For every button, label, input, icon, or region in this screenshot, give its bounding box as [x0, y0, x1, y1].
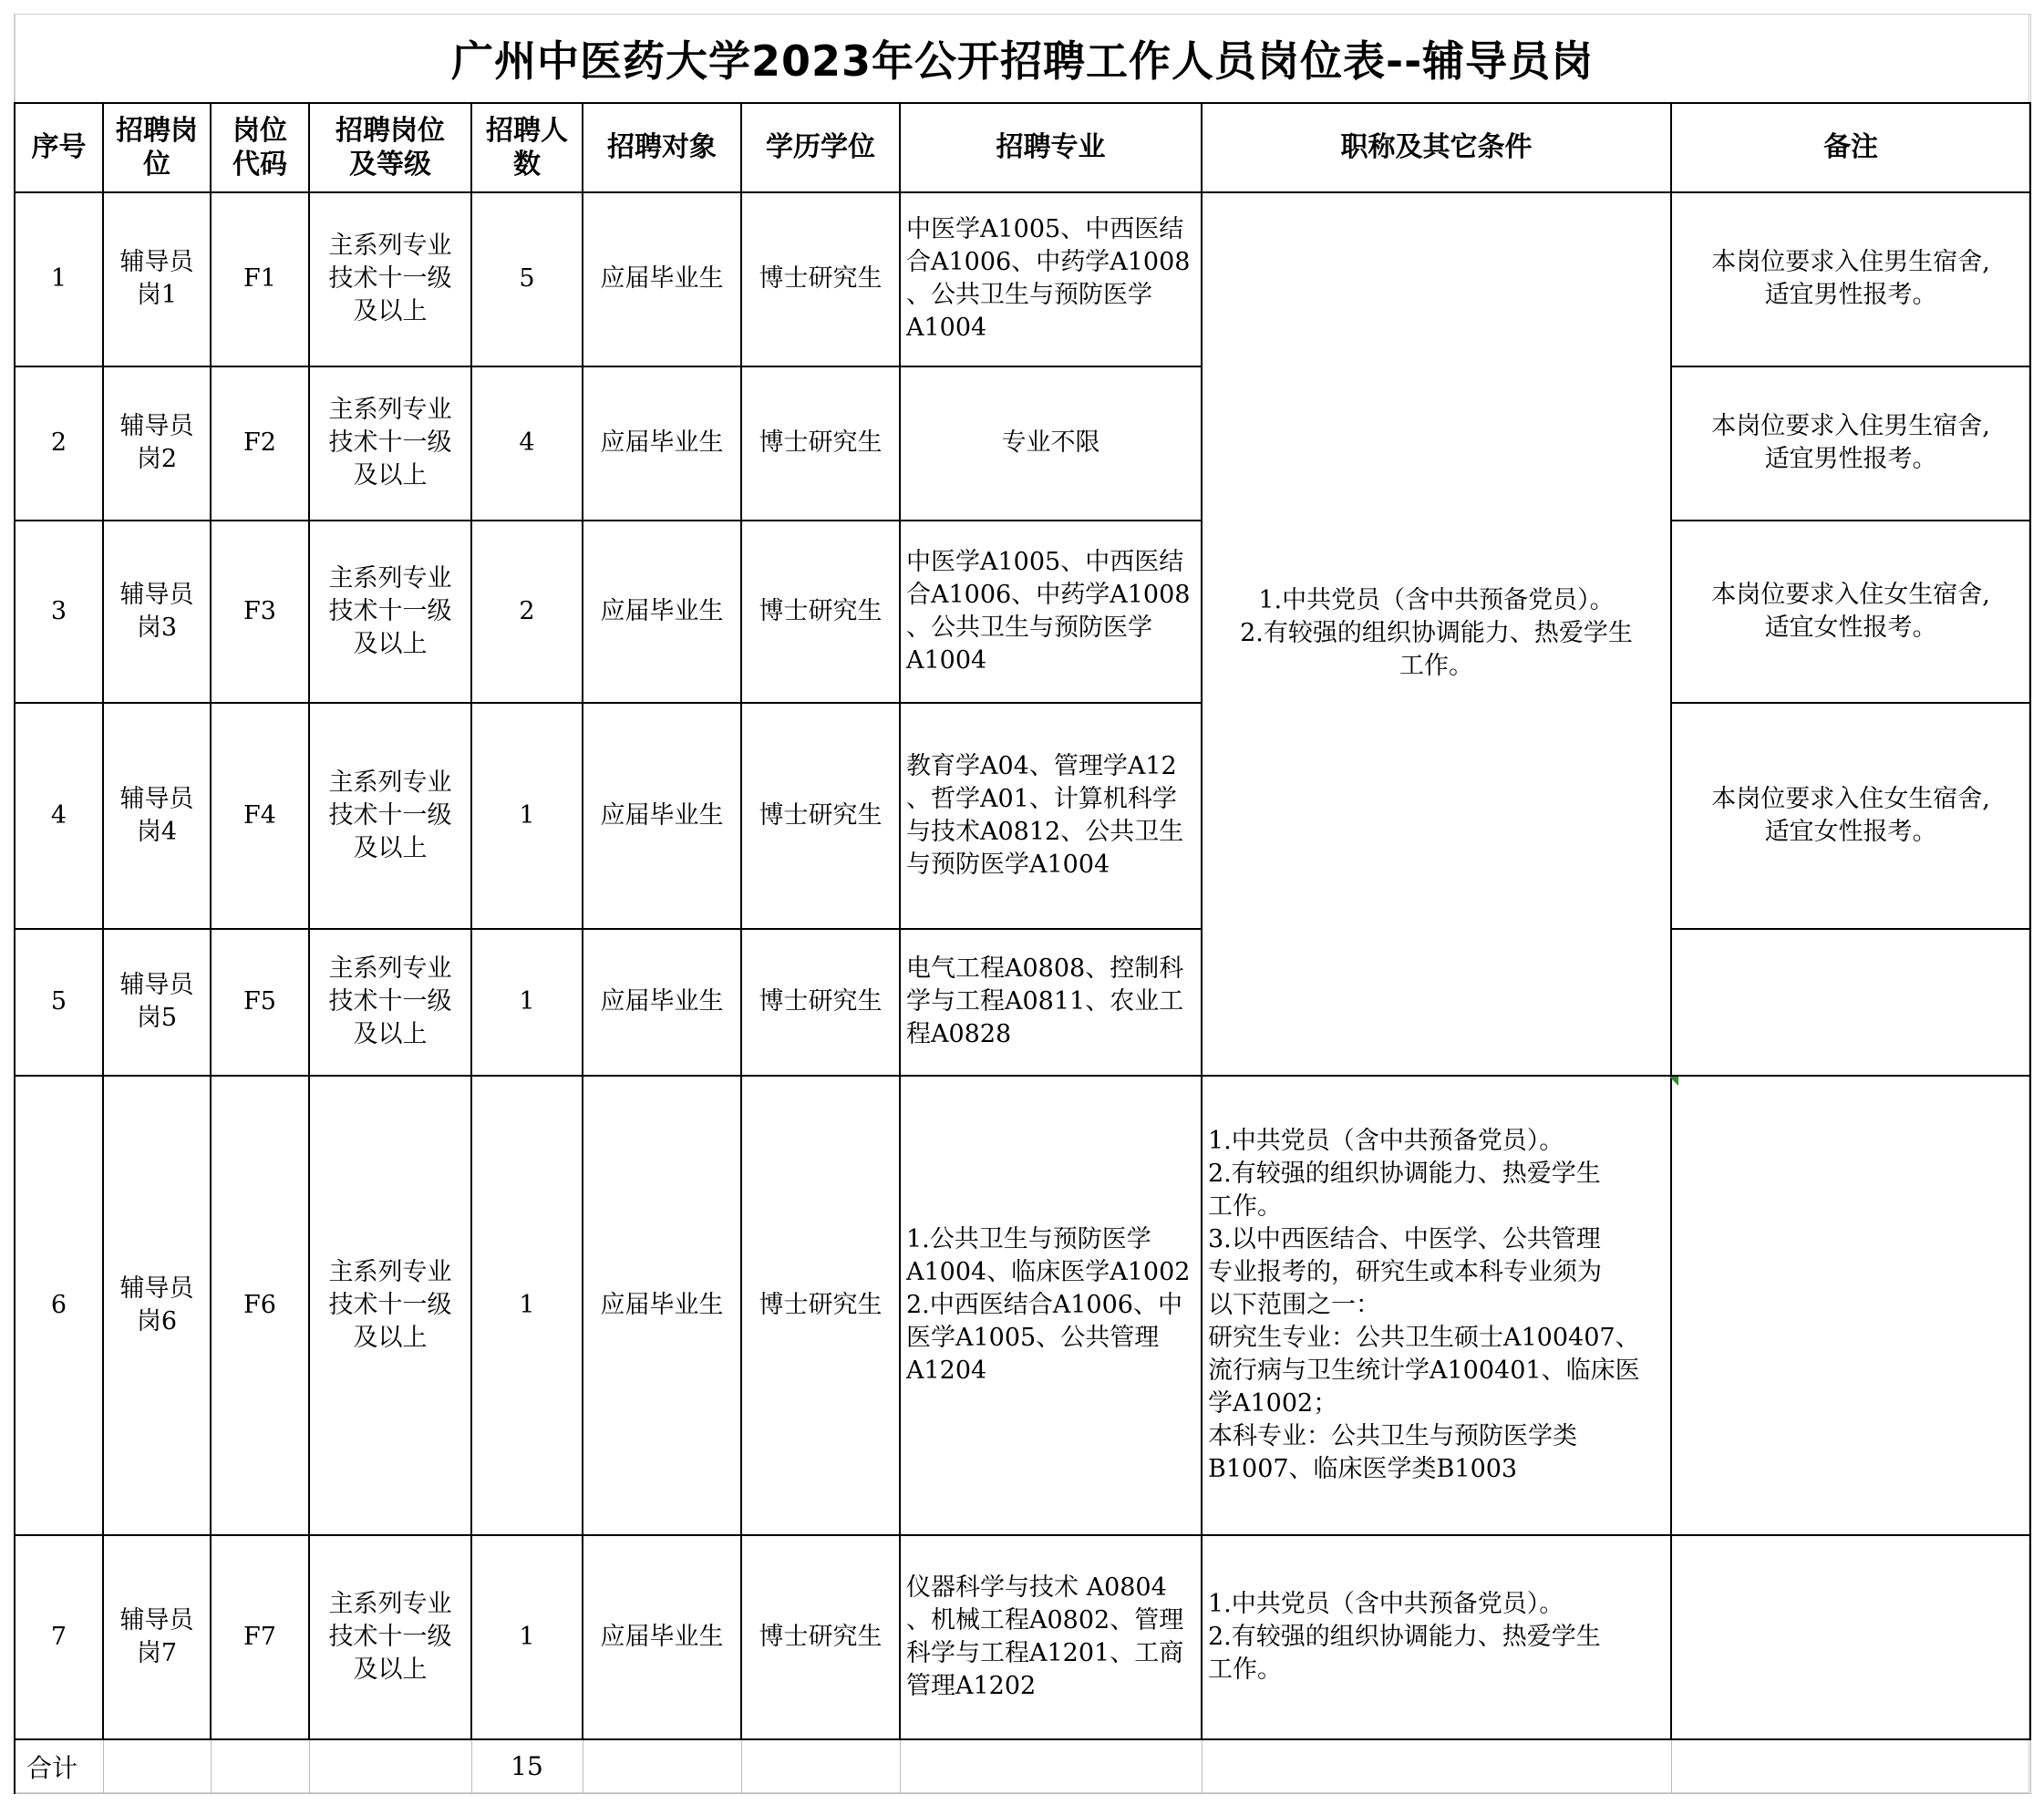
- text-line: 岗2: [136, 445, 178, 473]
- text-line: 程A0828: [906, 1020, 1012, 1048]
- text-line: 合A1006、中药学A1008: [906, 580, 1191, 609]
- cell-level: [309, 703, 471, 929]
- text-line: 2.有较强的组织协调能力、热爱学生: [1208, 1159, 1601, 1188]
- cell-post: [103, 703, 211, 929]
- text-line: 岗6: [136, 1306, 178, 1336]
- table-row: [15, 521, 2030, 703]
- header-conditions: [1202, 103, 1671, 192]
- text-line: 专业报考的，研究生或本科专业须为: [1208, 1257, 1602, 1286]
- table-row: [15, 703, 2030, 929]
- cell-notes: [1671, 521, 2030, 703]
- cell-seq: 5: [15, 929, 103, 1076]
- cell-target: 应届毕业生: [583, 521, 741, 703]
- text-line: A1004、临床医学A1002: [906, 1257, 1191, 1286]
- text-line: 序号: [31, 131, 87, 163]
- header-code: [211, 103, 309, 192]
- text-line: 技术十一级: [328, 596, 452, 625]
- text-line: 及等级: [349, 148, 431, 180]
- text-line: 主系列专业: [328, 396, 452, 424]
- text-line: 辅导员: [119, 971, 194, 999]
- text-line: 本岗位要求入住女生宿舍,: [1711, 580, 1990, 609]
- text-line: 技术十一级: [328, 1290, 452, 1319]
- cell-code: F6: [211, 1076, 309, 1535]
- text-line: 及以上: [353, 297, 428, 325]
- cell-degree: 博士研究生: [741, 703, 900, 929]
- cell-post: [103, 929, 211, 1076]
- cell-target: 应届毕业生: [583, 366, 741, 521]
- cell-major: [900, 1076, 1202, 1535]
- text-line: 专业不限: [1001, 428, 1100, 457]
- text-line: 及以上: [353, 1655, 428, 1684]
- cell-code: F5: [211, 929, 309, 1076]
- cell-target: 应届毕业生: [583, 703, 741, 929]
- cell-major: [900, 929, 1202, 1076]
- header-seq: [15, 103, 103, 192]
- text-line: B1007、临床医学类B1003: [1208, 1454, 1518, 1483]
- empty-cell: [1671, 1739, 2030, 1794]
- cell-notes: [1671, 703, 2030, 929]
- text-line: A1004: [906, 645, 987, 675]
- text-line: 技术十一级: [328, 800, 452, 830]
- cell-level: [309, 521, 471, 703]
- text-line: 与预防医学A1004: [906, 850, 1110, 879]
- text-line: 代码: [232, 148, 287, 180]
- text-line: 辅导员: [119, 580, 194, 609]
- text-line: 学与工程A0811、农业工: [906, 987, 1184, 1016]
- cell-major: [900, 703, 1202, 929]
- text-line: 数: [513, 148, 541, 180]
- cell-level: [309, 929, 471, 1076]
- header-post: [103, 103, 211, 192]
- text-line: 、哲学A01、计算机科学: [906, 784, 1177, 813]
- text-line: 2.有较强的组织协调能力、热爱学生: [1208, 1622, 1601, 1651]
- text-line: 本岗位要求入住女生宿舍,: [1711, 784, 1990, 813]
- text-line: 中医学A1005、中西医结: [906, 547, 1184, 576]
- cell-notes: [1671, 1076, 2030, 1535]
- cell-level: [309, 192, 471, 366]
- text-line: 辅导员: [119, 412, 194, 440]
- empty-cell: [583, 1739, 741, 1794]
- text-line: 工作。: [1399, 652, 1473, 680]
- text-line: 岗3: [136, 613, 178, 642]
- cell-target: 应届毕业生: [583, 1076, 741, 1535]
- text-line: 辅导员: [119, 1274, 194, 1303]
- text-line: 、机械工程A0802、管理: [906, 1605, 1184, 1635]
- empty-cell: [103, 1739, 211, 1794]
- text-line: 及以上: [353, 461, 428, 490]
- cell-degree: 博士研究生: [741, 929, 900, 1076]
- text-line: 辅导员: [119, 1605, 194, 1635]
- empty-cell: [1202, 1739, 1671, 1794]
- header-target: [583, 103, 741, 192]
- text-line: 2.中西医结合A1006、中: [906, 1290, 1182, 1319]
- text-line: 本岗位要求入住男生宿舍,: [1711, 248, 1990, 276]
- table-row: [15, 929, 2030, 1076]
- text-line: 及以上: [353, 1323, 428, 1352]
- empty-cell: [741, 1739, 900, 1794]
- text-line: 适宜女性报考。: [1764, 817, 1937, 846]
- text-line: 1.中共党员（含中共预备党员）。: [1208, 1589, 1564, 1618]
- cell-code: F3: [211, 521, 309, 703]
- text-line: 主系列专业: [328, 232, 452, 260]
- cell-seq: 2: [15, 366, 103, 521]
- cell-post: [103, 1076, 211, 1535]
- text-line: 流行病与卫生统计学A100401、临床医: [1208, 1356, 1640, 1385]
- text-line: 及以上: [353, 833, 428, 862]
- text-line: 2.有较强的组织协调能力、热爱学生: [1240, 619, 1633, 647]
- header-degree: [741, 103, 900, 192]
- text-line: 本岗位要求入住男生宿舍,: [1711, 412, 1990, 440]
- empty-cell: [211, 1739, 309, 1794]
- cell-target: 应届毕业生: [583, 192, 741, 366]
- cell-seq: 3: [15, 521, 103, 703]
- empty-cell: [309, 1739, 471, 1794]
- table-row: [15, 1535, 2030, 1739]
- text-line: 中医学A1005、中西医结: [906, 215, 1184, 243]
- text-line: 主系列专业: [328, 1257, 452, 1286]
- cell-count: 4: [471, 366, 583, 521]
- text-line: 辅导员: [119, 248, 194, 276]
- cell-post: [103, 1535, 211, 1739]
- cell-conditions: [1202, 1535, 1671, 1739]
- text-line: 主系列专业: [328, 768, 452, 797]
- text-line: 辅导员: [119, 784, 194, 813]
- text-line: 1.中共党员（含中共预备党员）。: [1258, 586, 1615, 614]
- cell-code: F2: [211, 366, 309, 521]
- text-line: 及以上: [353, 629, 428, 658]
- header-count: [471, 103, 583, 192]
- text-line: 1.中共党员（含中共预备党员）。: [1208, 1126, 1564, 1155]
- table-row: [15, 1076, 2030, 1535]
- text-line: 适宜男性报考。: [1764, 281, 1937, 309]
- text-line: 技术十一级: [328, 1622, 452, 1651]
- cell-target: 应届毕业生: [583, 929, 741, 1076]
- text-line: 工作。: [1208, 1191, 1282, 1221]
- text-line: 岗1: [136, 281, 178, 309]
- text-line: 招聘对象: [607, 131, 717, 163]
- cell-level: [309, 366, 471, 521]
- text-line: 岗7: [136, 1638, 178, 1667]
- cell-degree: 博士研究生: [741, 192, 900, 366]
- cell-major: [900, 521, 1202, 703]
- header-row: [15, 103, 2030, 192]
- text-line: A1204: [906, 1356, 987, 1385]
- text-line: 学A1002；: [1208, 1388, 1338, 1418]
- text-line: 主系列专业: [328, 563, 452, 593]
- cell-post: [103, 521, 211, 703]
- cell-conditions-shared: [1202, 192, 1671, 1076]
- text-line: 教育学A04、管理学A12: [906, 751, 1177, 780]
- cell-conditions: [1202, 1076, 1671, 1535]
- text-line: 技术十一级: [328, 428, 452, 457]
- cell-seq: 7: [15, 1535, 103, 1739]
- cell-notes: [1671, 366, 2030, 521]
- cell-code: F7: [211, 1535, 309, 1739]
- cell-count: 2: [471, 521, 583, 703]
- cell-post: [103, 366, 211, 521]
- comment-marker-icon: [1669, 1077, 1678, 1086]
- text-line: 工作。: [1208, 1655, 1282, 1684]
- total-row: [15, 1739, 2030, 1794]
- cell-level: [309, 1535, 471, 1739]
- cell-count: 1: [471, 1535, 583, 1739]
- cell-degree: 博士研究生: [741, 1535, 900, 1739]
- cell-post: [103, 192, 211, 366]
- cell-notes: [1671, 1535, 2030, 1739]
- text-line: 招聘人: [486, 114, 568, 147]
- header-level: [309, 103, 471, 192]
- text-line: 管理A1202: [906, 1671, 1037, 1700]
- text-line: 合A1006、中药学A1008: [906, 248, 1191, 276]
- text-line: 技术十一级: [328, 987, 452, 1016]
- text-line: 1.公共卫生与预防医学: [906, 1224, 1151, 1253]
- table-row: [15, 192, 2030, 366]
- text-line: 医学A1005、公共管理: [906, 1323, 1160, 1352]
- cell-code: F1: [211, 192, 309, 366]
- cell-degree: 博士研究生: [741, 521, 900, 703]
- text-line: 及以上: [353, 1020, 428, 1048]
- cell-seq: 1: [15, 192, 103, 366]
- cell-major: [900, 1535, 1202, 1739]
- cell-degree: 博士研究生: [741, 366, 900, 521]
- text-line: 招聘专业: [996, 131, 1106, 163]
- text-line: 招聘岗: [116, 114, 198, 147]
- text-line: 主系列专业: [328, 1589, 452, 1618]
- text-line: 科学与工程A1201、工商: [906, 1638, 1184, 1667]
- text-line: 3.以中西医结合、中医学、公共管理: [1208, 1224, 1601, 1253]
- text-line: 岗5: [136, 1004, 178, 1032]
- cell-count: 1: [471, 703, 583, 929]
- header-notes: [1671, 103, 2030, 192]
- text-line: 以下范围之一：: [1208, 1290, 1380, 1319]
- text-line: 招聘岗位: [336, 114, 445, 147]
- cell-count: 5: [471, 192, 583, 366]
- text-line: 、公共卫生与预防医学: [906, 613, 1152, 642]
- cell-count: 1: [471, 1076, 583, 1535]
- empty-cell: [900, 1739, 1202, 1794]
- cell-notes: [1671, 929, 2030, 1076]
- cell-target: 应届毕业生: [583, 1535, 741, 1739]
- text-line: 与技术A0812、公共卫生: [906, 817, 1184, 846]
- page-title: 广州中医药大学2023年公开招聘工作人员岗位表--辅导员岗: [15, 15, 2030, 103]
- cell-seq: 6: [15, 1076, 103, 1535]
- text-line: 本科专业：公共卫生与预防医学类: [1208, 1421, 1577, 1450]
- header-major: [900, 103, 1202, 192]
- text-line: 适宜女性报考。: [1764, 613, 1937, 642]
- text-line: 位: [143, 148, 170, 180]
- text-line: 技术十一级: [328, 264, 452, 293]
- text-line: A1004: [906, 314, 987, 342]
- cell-degree: 博士研究生: [741, 1076, 900, 1535]
- cell-level: [309, 1076, 471, 1535]
- text-line: 仪器科学与技术 A0804: [906, 1573, 1167, 1602]
- text-line: 职称及其它条件: [1340, 131, 1533, 163]
- recruitment-table: [14, 14, 2031, 1794]
- total-label: 合计: [15, 1739, 103, 1794]
- text-line: 岗4: [136, 817, 178, 846]
- total-count: 15: [471, 1739, 583, 1794]
- cell-seq: 4: [15, 703, 103, 929]
- text-line: 岗位: [232, 114, 287, 147]
- cell-major: [900, 192, 1202, 366]
- cell-count: 1: [471, 929, 583, 1076]
- cell-notes: [1671, 192, 2030, 366]
- table-row: [15, 366, 2030, 521]
- text-line: 、公共卫生与预防医学: [906, 281, 1152, 309]
- text-line: 主系列专业: [328, 954, 452, 983]
- cell-major: [900, 366, 1202, 521]
- text-line: 适宜男性报考。: [1764, 445, 1937, 473]
- text-line: 研究生专业：公共卫生硕士A100407、: [1208, 1323, 1640, 1352]
- text-line: 学历学位: [766, 131, 875, 163]
- cell-code: F4: [211, 703, 309, 929]
- text-line: 备注: [1823, 131, 1879, 163]
- text-line: 电气工程A0808、控制科: [906, 954, 1184, 983]
